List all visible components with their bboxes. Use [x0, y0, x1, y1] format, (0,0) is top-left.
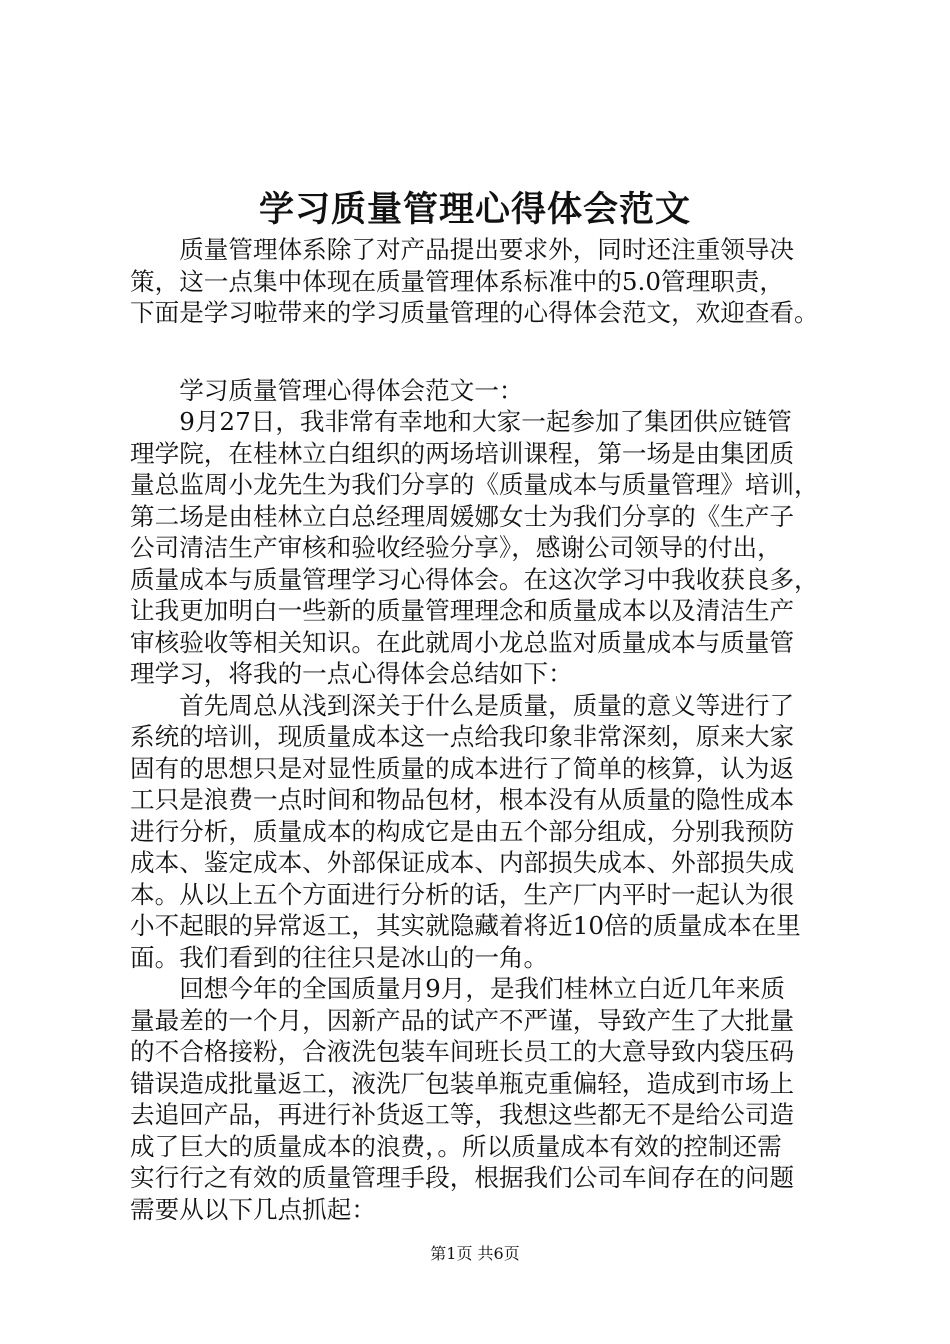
- text-line: 理学院，在桂林立白组织的两场培训课程，第一场是由集团质: [130, 438, 795, 468]
- document-body: [130, 234, 835, 1225]
- text-line: 回想今年的全国质量月9月，是我们桂林立白近几年来质: [130, 974, 786, 1003]
- text-line: 让我更加明白一些新的质量管理理念和质量成本以及清洁生产: [130, 596, 795, 625]
- text-line: 9月27日，我非常有幸地和大家一起参加了集团供应链管: [130, 407, 792, 436]
- text-line: 错误造成批量返工，液洗厂包装单瓶克重偏轻，造成到市场上: [130, 1068, 795, 1098]
- text-line: 去追回产品，再进行补货返工等，我想这些都无不是给公司造: [130, 1100, 795, 1129]
- text-line: 固有的思想只是对显性质量的成本进行了简单的核算，认为返: [130, 753, 795, 783]
- text-line: 量最差的一个月，因新产品的试产不严谨，导致产生了大批量: [130, 1005, 795, 1035]
- blank-line: [130, 329, 835, 375]
- text-line: 成本、鉴定成本、外部保证成本、内部损失成本、外部损失成: [130, 848, 795, 877]
- text-line: 需要从以下几点抓起：: [130, 1194, 376, 1224]
- text-line: 质量管理体系除了对产品提出要求外，同时还注重领导决: [130, 235, 795, 264]
- text-line: 策，这一点集中体现在质量管理体系标准中的5.0管理职责，: [130, 266, 784, 296]
- text-line: 审核验收等相关知识。在此就周小龙总监对质量成本与质量管: [130, 627, 795, 657]
- text-line: 公司清洁生产审核和验收经验分享》，感谢公司领导的付出，: [130, 533, 782, 562]
- text-line: 首先周总从浅到深关于什么是质量，质量的意义等进行了: [130, 690, 795, 720]
- text-line: 小不起眼的异常返工，其实就隐藏着将近10倍的质量成本在里: [130, 911, 801, 940]
- text-line: 面。我们看到的往往只是冰山的一角。: [130, 942, 549, 972]
- text-line: 质量成本与质量管理学习心得体会。在这次学习中我收获良多，: [130, 564, 819, 594]
- page-footer: 第1页 共6页: [430, 1244, 520, 1263]
- text-line: 成了巨大的质量成本的浪费，。所以质量成本有效的控制还需: [130, 1131, 782, 1161]
- text-line: 下面是学习啦带来的学习质量管理的心得体会范文，欢迎查看。: [130, 298, 819, 327]
- section-heading: 学习质量管理心得体会范文一：: [130, 375, 524, 405]
- text-line: 本。从以上五个方面进行分析的话，生产厂内平时一起认为很: [130, 879, 795, 909]
- text-line: 实行行之有效的质量管理手段，根据我们公司车间存在的问题: [130, 1163, 795, 1192]
- document-title: 学习质量管理心得体会范文: [258, 189, 691, 230]
- text-line: 第二场是由桂林立白总经理周媛娜女士为我们分享的《生产子: [130, 501, 795, 531]
- text-line: 系统的培训，现质量成本这一点给我印象非常深刻，原来大家: [130, 722, 795, 751]
- text-line: 理学习，将我的一点心得体会总结如下：: [130, 659, 573, 688]
- text-line: 量总监周小龙先生为我们分享的《质量成本与质量管理》培训，: [130, 470, 819, 499]
- text-line: 的不合格接粉，合液洗包装车间班长员工的大意导致内袋压码: [130, 1037, 795, 1066]
- text-line: 工只是浪费一点时间和物品包材，根本没有从质量的隐性成本: [130, 785, 795, 814]
- text-line: 进行分析，质量成本的构成它是由五个部分组成，分别我预防: [130, 816, 795, 846]
